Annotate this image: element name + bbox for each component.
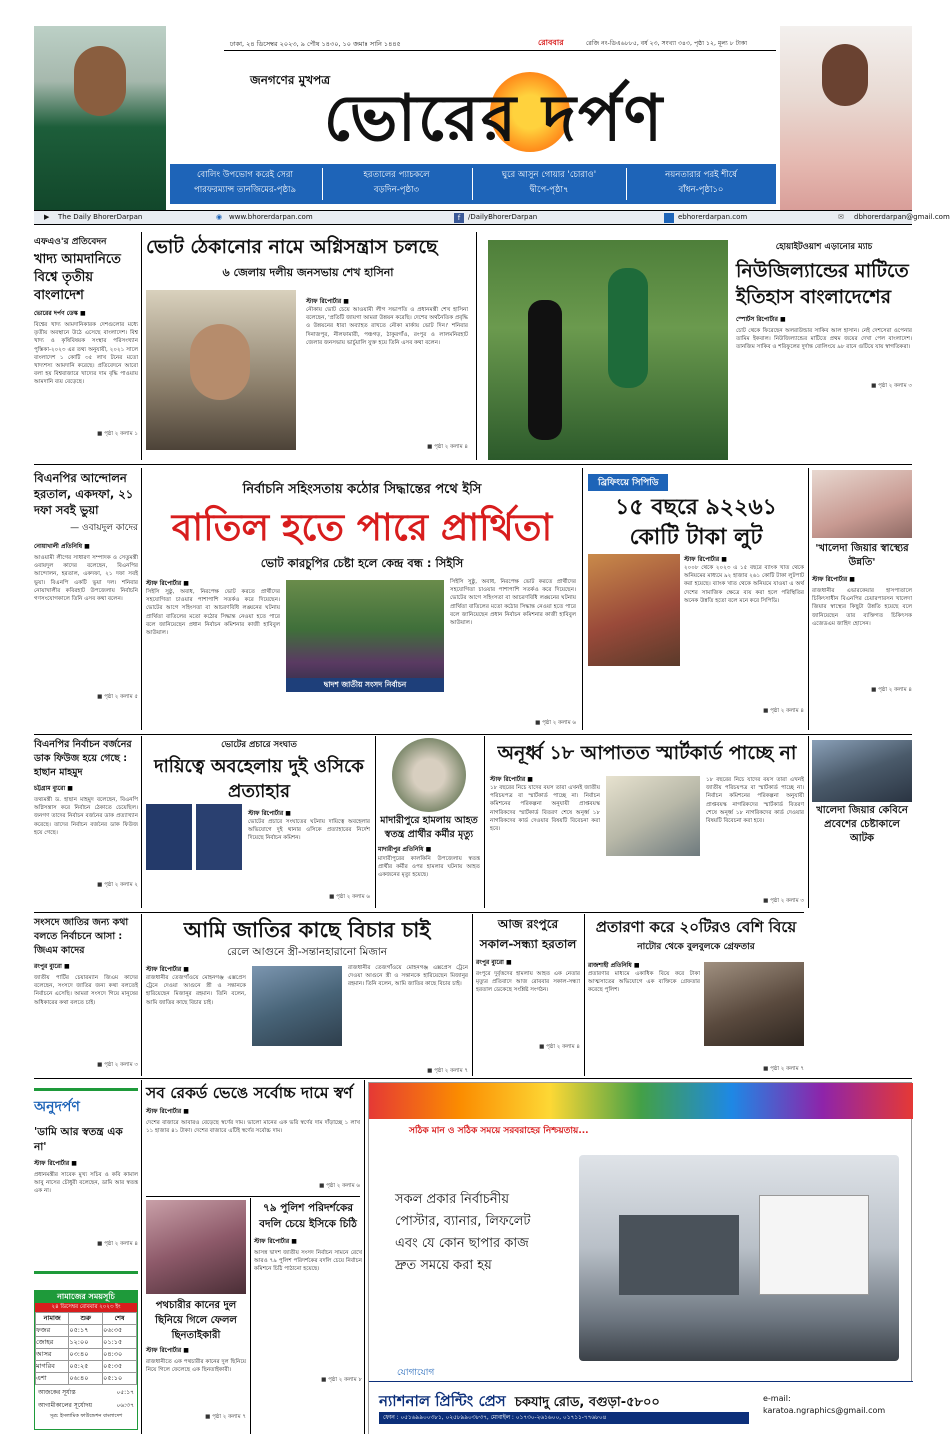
ad-email[interactable]: karatoa.ngraphics@gmail.com bbox=[763, 1406, 886, 1415]
body: রংপুরে দুর্বৃত্তদের হামলায় আহত এক নেতার মৃত্যুর প্রতিবাদে আজ রোববার সকাল-সন্ধ্যা হরতাল ডেকেছে সংশ্লিষ্ট সংগঠন। bbox=[476, 971, 580, 994]
dateline: ঢাকা, ২৪ ডিসেম্বর ২০২৩, ৯ পৌষ ১৪৩০, ১০ জমাঃ সানি ১৪৪৫ bbox=[230, 40, 401, 48]
body: আওয়ামী লীগের সাধারণ সম্পাদক ও সেতুমন্ত্রী ওবায়দুল কাদের বলেছেন, বিএনপির আন্দোলন, হরতাল, একদফা, ২১ দফা সবই ভুয়া। বিএনপি একটি ভুয়া দল। শনিবার নোয়াখালীর কবিরহাট উপজেলায় নির্বাচনি গণসংযোগকালে তিনি এসব কথা বলেন। bbox=[34, 555, 138, 603]
body-right: রাজধানীর তেজগাঁওয়ে মোহনগঞ্জ এক্সপ্রেস ট্রেনে দেওয়া আগুনে স্ত্রী ও সন্তানকে হারিয়েছেন মিজানুর রহমান। তিনি বলেন, আমি জাতির কাছে বিচার চাই। bbox=[348, 965, 468, 988]
byline: নোয়াখালী প্রতিনিধি ■ bbox=[34, 543, 90, 550]
headline: বিএনপির নির্বাচন বর্জনের ডাক ফিউজ হয়ে গেছে : হাছান মাহমুদ bbox=[34, 739, 132, 778]
company-name: ন্যাশনাল প্রিন্টিং প্রেস চকযাদু রোড, বগুড়া-৫৮০০ bbox=[379, 1392, 660, 1410]
kicker: ব্রিফিংয়ে সিপিডি bbox=[588, 474, 668, 491]
jump: ■ পৃষ্ঠা ২ কলাম ৪ bbox=[763, 708, 804, 714]
anudarpan-box[interactable] bbox=[34, 1088, 138, 1274]
subhead: ভোট কারচুপির চেষ্টা হলে কেন্দ্র বন্ধ : সিইসি bbox=[260, 556, 464, 570]
paint-drips bbox=[369, 1083, 913, 1119]
story-bnp-movement[interactable] bbox=[34, 470, 138, 726]
subhead: ৬ জেলায় দলীয় জনসভায় শেখ হাসিনা bbox=[222, 266, 394, 279]
kicker: ভোটের প্রচারে সংঘাত bbox=[221, 740, 297, 750]
kicker: আজ রংপুরে bbox=[497, 917, 559, 931]
caption: খালেদা জিয়ার কেবিনে প্রবেশের চেষ্টাকালে আটক bbox=[816, 805, 908, 844]
suspect-photo bbox=[812, 740, 912, 802]
teaser-2[interactable]: হরতালের প্যাচকলে বড়দিন-পৃষ্ঠা৩ bbox=[363, 170, 430, 195]
story-gold[interactable] bbox=[146, 1082, 360, 1194]
facebook-icon: f bbox=[454, 213, 464, 223]
byline: স্টাফ রিপোর্টার ■ bbox=[812, 576, 855, 583]
oc-photos bbox=[146, 804, 242, 870]
facebook-link[interactable]: /DailyBhorerDarpan bbox=[468, 213, 538, 221]
subhead: নাটোর থেকে বুলবুলকে গ্রেফতার bbox=[637, 942, 755, 952]
newspaper-title: ভোরের দর্পণ bbox=[323, 82, 665, 156]
email-icon: ✉ bbox=[838, 213, 844, 221]
body: ভোটের প্রচারে সংঘাতের ঘটনায় দায়িত্বে অবহেলার অভিযোগে দুই থানার ওসিকে প্রত্যাহারের নির্দেশ দিয়েছে নির্বাচন কমিশন। bbox=[248, 819, 370, 842]
body: রাজধানীতে এক পথচারীর কানের দুল ছিনিয়ে নিয়ে গিলে ফেলেছে এক ছিনতাইকারী। bbox=[146, 1359, 246, 1374]
jump: ■ পৃষ্ঠা ২ কলাম ৩ bbox=[97, 1062, 138, 1068]
jump: ■ পৃষ্ঠা ২ কলাম ২ bbox=[97, 882, 138, 888]
table-row: এশা ০৬:৪০ ০৫:১০ bbox=[36, 1373, 137, 1385]
story-hasan-mahmud[interactable] bbox=[34, 738, 138, 908]
ad-footer-bar bbox=[369, 1381, 913, 1435]
jump: ■ পৃষ্ঠা ২ কলাম ৫ bbox=[97, 694, 138, 700]
story-rangpur-hartal[interactable] bbox=[476, 916, 580, 1076]
photo-caption: দ্বাদশ জাতীয় সংসদ নির্বাচন bbox=[286, 678, 444, 692]
jump: ■ পৃষ্ঠা ২ কলাম ৪ bbox=[97, 1241, 138, 1247]
prayer-title: নামাজের সময়সূচি bbox=[35, 1291, 137, 1303]
byline: স্টাফ রিপোর্টার ■ bbox=[146, 1347, 189, 1354]
body: আসন্ন দ্বাদশ জাতীয় সংসদ নির্বাচন সামনে রেখে আরও ৭৯ পুলিশ পরিদর্শকের বদলি চেয়ে নির্বাচন কমিশনে চিঠি পাঠানো হয়েছে। bbox=[254, 1250, 362, 1273]
victim-photo bbox=[392, 738, 466, 812]
headline: নিউজিল্যান্ডের মাটিতে ইতিহাস বাংলাদেশের bbox=[736, 260, 909, 308]
teaser-bar bbox=[170, 164, 776, 204]
website-link[interactable]: www.bhorerdarpan.com bbox=[229, 213, 313, 221]
jump: ■ পৃষ্ঠা ২ কলাম ৩ bbox=[871, 383, 912, 389]
body: বিশ্বের খাদ্য আমদানিকারক দেশগুলোর মধ্যে তৃতীয় অবস্থানে উঠে এসেছে বাংলাদেশ। বিশ্ব খাদ্য ও কৃষিবিষয়ক সংস্থার পরিসংখ্যান পুস্তিকা-২০২৩ এর তথ্য অনুযায়ী, ২০২১ সালে বাংলাদেশ ১ কোটি ৩৫ লাখ টনের মতো খাদ্যশস্য আমদানি করেছে। প্রতিবেদনে আরো বলা হয় বিশ্ববাজারে খাদ্যের দাম বৃদ্ধি পাওয়ায় আমদানি ব্যয় বেড়েছে। bbox=[34, 322, 138, 386]
byline: স্টাফ রিপোর্টার ■ bbox=[254, 1238, 297, 1245]
body: তথ্যমন্ত্রী ড. হাছান মাহমুদ বলেছেন, বিএনপি অগ্নিসন্ত্রাস করে নির্বাচন ঠেকাতে চেয়েছিল। জনগণ তাদের নির্বাচন বর্জনের ডাক প্রত্যাখ্যান করেছে। তাদের নির্বাচন বর্জনের ডাক ফিউজ হয়ে গেছে। bbox=[34, 797, 138, 836]
kicker: নির্বাচনি সহিংসতায় কঠোর সিদ্ধান্তের পথে ইসি bbox=[242, 482, 482, 497]
byline: স্টাফ রিপোর্টার ■ bbox=[684, 556, 727, 563]
ad-text: সকল প্রকার নির্বাচনীয় পোস্টার, ব্যানার, লিফলেট এবং যে কোন ছাপার কাজ দ্রুত সময়ে করা হয় bbox=[395, 1192, 531, 1273]
body: চোট থেকে ফিরেছেন অলরাউন্ডার সাকিব আল হাসান। নেই দেশসেরা ওপেনার তামিম ইকবাল। নিউজিল্যান্ডের মাটিতে প্রথম জয়ের দেখা পেল বাংলাদেশ। তানজিম সাকিব ও শরিফুলের দুর্দান্ত বোলিংয়ে ৯৮ রানে গুটিয়ে যায় স্বাগতিকরা। bbox=[736, 328, 912, 351]
jump: ■ পৃষ্ঠা ২ কলাম ৭ bbox=[427, 1068, 468, 1074]
actress-head bbox=[822, 44, 868, 106]
body-right: সিইসি সুষ্ঠু, অবাধ, নিরপেক্ষ ভোট করতে প্রার্থীদের সহযোগিতা চাওয়ার পাশাপাশি সতর্কও করে দিয়েছেন। ভোটের আগে সহিংসতা বা আচরণবিধি লঙ্ঘনের ঘটনায় প্রার্থিতা বাতিলের মতো কঠোর সিদ্ধান্ত নেওয়া হতে পারে বলে জানিয়েছেন প্রধান নির্বাচন কমিশনার কাজী হাবিবুল আউয়াল। bbox=[450, 579, 576, 627]
byline: স্টাফ রিপোর্টার ■ bbox=[146, 1108, 189, 1115]
headline: দায়িত্বে অবহেলায় দুই ওসিকে প্রত্যাহার bbox=[154, 756, 364, 802]
body: প্রতারণার মাধ্যমে একাধিক বিয়ে করে টাকা আত্মসাতের অভিযোগে এক ব্যক্তিকে গ্রেফতার করেছে পুলিশ। bbox=[588, 971, 700, 994]
kicker: হোয়াইটওয়াশ এড়ানোর ম্যাচ bbox=[775, 242, 873, 252]
headline: ৭৯ পুলিশ পরিদর্শকের বদলি চেয়ে ইসিকে চিঠি bbox=[259, 1202, 357, 1230]
headline: বাতিল হতে পারে প্রার্থিতা bbox=[171, 506, 553, 549]
jump: ■ পৃষ্ঠা ২ কলাম ৮ bbox=[321, 1377, 362, 1383]
table-row: ফজর ০৫:১৭ ০৬:৩৫ bbox=[36, 1325, 137, 1337]
bulbul-photo bbox=[704, 962, 804, 1046]
byline: স্টাফ রিপোর্টার ■ bbox=[306, 298, 349, 305]
byline: স্টাফ রিপোর্টার ■ bbox=[146, 966, 189, 973]
earring-photo bbox=[146, 1200, 246, 1294]
byline: স্টাফ রিপোর্টার ■ bbox=[34, 1160, 77, 1167]
author: — ওবায়দুল কাদের bbox=[70, 523, 138, 533]
table-row: মাগরিব ০৫:২৫ ০৫:৩৫ bbox=[36, 1361, 137, 1373]
body: ২০০৮ থেকে ২০২৩ এ ১৫ বছরে ব্যাংক খাত থেকে অনিয়মের মাধ্যমে ৯২ হাজার ২৬১ কোটি টাকা লুটপাট করা হয়েছে। ব্যাংক খাত থেকে অনিয়মে যাওয়া এ অর্থ দেশের সামাজিক ক্ষেত্রে ব্যয় করা হলে পরিস্থিতির অনেক উন্নতি হতো বলে মনে করে সিপিডি। bbox=[684, 565, 804, 604]
jump: ■ পৃষ্ঠা ২ কলাম ৬ bbox=[319, 1183, 360, 1189]
byline: রংপুর ব্যুরো ■ bbox=[476, 959, 512, 966]
headline: 'ডামি আর স্বতন্ত্র এক না' bbox=[34, 1126, 123, 1153]
body: রাজধানীর এভারকেয়ার হাসপাতালে চিকিৎসাধীন বিএনপির চেয়ারপারসন খালেদা জিয়ার স্বাস্থ্যের কিছুটা উন্নতি হয়েছে বলে জানিয়েছেন তার ব্যক্তিগত চিকিৎসক এজেডএম জাহিদ হোসেন। bbox=[812, 588, 912, 627]
headline: আমি জাতির কাছে বিচার চাই bbox=[183, 918, 431, 942]
story-mizan[interactable] bbox=[146, 916, 468, 1076]
jump: ■ পৃষ্ঠা ২ কলাম ১ bbox=[97, 431, 138, 437]
contact-label: যোগাযোগ bbox=[397, 1368, 435, 1378]
election-photo bbox=[286, 580, 444, 690]
masthead-photo-right bbox=[780, 26, 912, 210]
story-police-transfer[interactable] bbox=[254, 1200, 362, 1434]
table-row: আসর ০৩:৪০ ০৪:৩০ bbox=[36, 1349, 137, 1361]
epaper-icon bbox=[664, 213, 674, 223]
globe-icon: ◉ bbox=[216, 213, 223, 221]
body-left: রাজধানীর তেজগাঁওয়ে মোহনগঞ্জ এক্সপ্রেস ট্রেনে দেওয়া আগুনে স্ত্রী ও সন্তানকে হারিয়েছেন মিজানুর রহমান। তিনি বলেন, আমি জাতির কাছে বিচার চাই। bbox=[146, 975, 246, 1006]
story-ec-lead[interactable] bbox=[146, 480, 578, 730]
jump: ■ পৃষ্ঠা ২ কলাম ৩ bbox=[763, 898, 804, 904]
jump: ■ পৃষ্ঠা ২ কলাম ৪ bbox=[871, 687, 912, 693]
cpd-speaker-photo bbox=[588, 554, 680, 666]
jump: ■ পৃষ্ঠা ২ কলাম ৬ bbox=[329, 894, 370, 900]
story-smartcard[interactable] bbox=[490, 740, 804, 908]
cricket-photo bbox=[488, 240, 728, 460]
headline: খাদ্য আমদানিতে বিশ্বে তৃতীয় বাংলাদেশ bbox=[34, 252, 121, 303]
headline: অনূর্ধ্ব ১৮ আপাতত স্মার্টকার্ড পাচ্ছে না bbox=[497, 742, 797, 764]
body-left: সিইসি সুষ্ঠু, অবাধ, নিরপেক্ষ ভোট করতে প্রার্থীদের সহযোগিতা চাওয়ার পাশাপাশি সতর্কও করে দিয়েছেন। ভোটের আগে সহিংসতা বা আচরণবিধি লঙ্ঘনের ঘটনায় প্রার্থিতা বাতিলের মতো কঠোর সিদ্ধান্ত নেওয়া হতে পারে বলে জানিয়েছেন প্রধান নির্বাচন কমিশনার কাজী হাবিবুল আউয়াল। bbox=[146, 589, 280, 637]
prayer-times-box: নামাজের সময়সূচি ২৪ ডিসেম্বর রোববার ২০২৩ ইং নামাজ শুরু শেষ ফজর ০৫:১৭ ০৬:৩৫ জোহর ১২:০০ ০১:১৫ আসর ০৩:৪০ ০৪:৩০ মাগরিব ০৫:২৫ ০৫:৩৫ এশা ০৬:৪০ ০৫:১০ আজকের সূর্যাস্ত ০৫:১৭ আগামীকালের সূর্যোদয় ০৬:৩৭ সূত্র: ইসলামিক ফাউন্ডেশন বাংলাদেশ bbox=[34, 1290, 138, 1430]
byline: রাজশাহী প্রতিনিধি ■ bbox=[588, 962, 640, 969]
teaser-1[interactable]: বোলিং উপভোগ করেই সেরা পারফরম্যান্স তানজিমের-পৃষ্ঠা৯ bbox=[194, 170, 296, 195]
headline: ভোট ঠেকানোর নামে অগ্নিসন্ত্রাস চলছে bbox=[146, 236, 438, 258]
story-madaripur[interactable] bbox=[378, 738, 480, 908]
email-link[interactable]: dbhorerdarpan@gmail.com bbox=[854, 213, 950, 221]
body: মাদারীপুরের কালকিনি উপজেলায় স্বতন্ত্র প্রার্থীর কর্মীর ওপর হামলার ঘটনায় আহত একজনের মৃত্যু হয়েছে। bbox=[378, 856, 480, 879]
company-phone: ফোন : ০৫১৬৯৯০০৩৮১, ০২৫৮৯৯০৩৮৩৭, মোবাইল : ০১৭৩০-২৬১৬০০, ০১৭১১-৭৭৬৮০৪ bbox=[379, 1412, 749, 1424]
site-name: The Daily BhorerDarpan bbox=[58, 213, 143, 221]
jump: ■ পৃষ্ঠা ২ কলাম ৬ bbox=[535, 720, 576, 726]
byline: চট্টগ্রাম ব্যুরো ■ bbox=[34, 785, 73, 792]
hasina-photo bbox=[146, 290, 296, 450]
teaser-3[interactable]: ঘুরে আসুন গোয়ার 'চোরাও' দ্বীপে-পৃষ্ঠা৭ bbox=[501, 170, 597, 195]
story-hasina[interactable] bbox=[146, 234, 470, 459]
batter-figure bbox=[528, 300, 562, 440]
kicker: এফএও'র প্রতিবেদন bbox=[34, 237, 107, 247]
story-earring[interactable] bbox=[146, 1200, 246, 1434]
body: দেশের বাজারে আবারও বেড়েছে স্বর্ণের দাম। ভালো মানের এক ভরি স্বর্ণের দাম দাঁড়াচ্ছে ১ লাখ ১১ হাজার ৪১ টাকা। দেশের বাজারে এটিই স্বর্ণের সর্বোচ্চ দাম। bbox=[146, 1120, 360, 1135]
ad-tagline: সঠিক মান ও সঠিক সময়ে সরবরাহের নিশ্চয়তায়... bbox=[409, 1126, 589, 1136]
weekday-badge: রোববার bbox=[533, 36, 569, 49]
play-arrow-icon: ▶ bbox=[44, 213, 50, 221]
byline: স্পোর্টস রিপোর্টার ■ bbox=[736, 316, 786, 323]
ad-email-label: e-mail: bbox=[763, 1394, 791, 1403]
headline: ১৫ বছরে ৯২২৬১ কোটি টাকা লুট bbox=[615, 495, 777, 550]
jump: ■ পৃষ্ঠা ২ কলাম ৭ bbox=[205, 1414, 246, 1420]
byline: মাদারীপুর প্রতিনিধি ■ bbox=[378, 846, 432, 853]
registration-line: রেজি নং-ডিএ৬৮৮৫, বর্ষ ২৩, সংখ্যা ৩৪৩, পৃষ্ঠা ১২, মূল্য ৮ টাকা bbox=[586, 40, 748, 47]
byline: ভোরের দর্পণ ডেস্ক ■ bbox=[34, 310, 86, 317]
section-title: অনুদর্পণ bbox=[34, 1099, 80, 1115]
story-cricket[interactable] bbox=[736, 240, 912, 458]
headline: সব রেকর্ড ভেঙে সর্বোচ্চ দামে স্বর্ণ bbox=[146, 1084, 353, 1102]
story-gm-quader[interactable] bbox=[34, 916, 138, 1076]
story-fraud-marriage[interactable] bbox=[588, 916, 804, 1076]
headline: সকাল-সন্ধ্যা হরতাল bbox=[479, 937, 577, 951]
smartcard-photo bbox=[606, 776, 700, 856]
story-khaleda-health[interactable] bbox=[812, 470, 912, 726]
printing-press-ad[interactable] bbox=[368, 1082, 912, 1434]
prayer-source: সূত্র: ইসলামিক ফাউন্ডেশন বাংলাদেশ bbox=[49, 1413, 123, 1419]
headline: সংসদে জাতির জন্য কথা বলতে নির্বাচনে আসা : জিএম কাদের bbox=[34, 917, 129, 956]
story-khaleda-cabin[interactable] bbox=[812, 740, 912, 908]
prayer-table: নামাজ শুরু শেষ ফজর ০৫:১৭ ০৬:৩৫ জোহর ১২:০০ ০১:১৫ আসর ০৩:৪০ ০৪:৩০ মাগরিব ০৫:২৫ ০৫:৩৫ এশা ০৬:৪০ ০৫:১০ bbox=[35, 1312, 137, 1385]
body: প্রধানমন্ত্রীর সাবেক মুখ্য সচিব ও কবি কামাল আবু নাসের চৌধুরী বলেছেন, ডামি আর স্বতন্ত্র এক না। bbox=[34, 1172, 138, 1195]
player-head bbox=[74, 46, 126, 116]
body: জাতীয় পার্টির চেয়ারম্যান জিএম কাদের বলেছেন, সংসদে জাতির জন্য কথা বলতেই নির্বাচনে এসেছি। আমরা সংসদে গিয়ে মানুষের অধিকারের কথা বলতে চাই। bbox=[34, 975, 138, 1006]
jump: ■ পৃষ্ঠা ২ কলাম ৪ bbox=[539, 1044, 580, 1050]
body-right: ১৮ বছরের নিচে যাদের বয়স তারা এখনই জাতীয় পরিচয়পত্র বা স্মার্টকার্ড পাচ্ছে না। নির্বাচন কমিশনের পরিকল্পনা অনুযায়ী প্রাপ্তবয়স্ক নাগরিকদের স্মার্টকার্ড বিতরণ শেষে অনূর্ধ্ব ১৮ নাগরিকদের কার্ড দেওয়ার বিষয়টি বিবেচনা করা হবে। bbox=[706, 777, 804, 825]
jump: ■ পৃষ্ঠা ২ কলাম ৪ bbox=[427, 444, 468, 450]
caption: 'খালেদা জিয়ার স্বাস্থ্যের উন্নতি' bbox=[815, 543, 909, 568]
prayer-date: ২৪ ডিসেম্বর রোববার ২০২৩ ইং bbox=[35, 1303, 137, 1312]
table-row: জোহর ১২:০০ ০১:১৫ bbox=[36, 1337, 137, 1349]
headline: পথচারীর কানের দুল ছিনিয়ে গিলে ফেলল ছিনতাইকারী bbox=[155, 1300, 237, 1341]
byline: স্টাফ রিপোর্টার ■ bbox=[146, 580, 189, 587]
body-left: ১৮ বছরের নিচে যাদের বয়স তারা এখনই জাতীয় পরিচয়পত্র বা স্মার্টকার্ড পাচ্ছে না। নির্বাচন কমিশনের পরিকল্পনা অনুযায়ী প্রাপ্তবয়স্ক নাগরিকদের স্মার্টকার্ড বিতরণ শেষে অনূর্ধ্ব ১৮ নাগরিকদের কার্ড দেওয়ার বিষয়টি বিবেচনা করা হবে। bbox=[490, 785, 600, 833]
byline: রংপুর ব্যুরো ■ bbox=[34, 963, 70, 970]
teaser-4[interactable]: নয়নতারার পরই শীর্ষে বাঁধন-পৃষ্ঠা১০ bbox=[665, 170, 737, 195]
info-strip bbox=[34, 210, 950, 225]
headline: প্রতারণা করে ২০টিরও বেশি বিয়ে bbox=[595, 918, 797, 936]
story-food-import[interactable] bbox=[34, 234, 138, 459]
epaper-link[interactable]: ebhorerdarpan.com bbox=[678, 213, 748, 221]
headline: মাদারীপুরে হামলায় আহত স্বতন্ত্র প্রার্থীর কর্মীর মৃত্যু bbox=[380, 815, 478, 840]
byline: স্টাফ রিপোর্টার ■ bbox=[248, 810, 291, 817]
tagline: জনগণের মুখপত্র bbox=[250, 73, 331, 87]
khaleda-hospital-photo bbox=[812, 470, 912, 538]
jump: ■ পৃষ্ঠা ২ কলাম ৭ bbox=[763, 1066, 804, 1072]
byline: স্টাফ রিপোর্টার ■ bbox=[490, 776, 533, 783]
headline: বিএনপির আন্দোলন হরতাল, একদফা, ২১ দফা সবই ভুয়া bbox=[34, 471, 134, 517]
body: নৌকায় ভোট চেয়ে আওয়ামী লীগ সভাপতি ও প্রধানমন্ত্রী শেখ হাসিনা বলেছেন, 'প্রতিটি জায়গা আমরা উন্নয়ন করেছি। দেশের অর্থনৈতিক প্রবৃদ্ধি ও উন্নয়নের ধারা অব্যাহত রাখতে নৌকা মার্কায় ভোট দিন।' শনিবার দিনাজপুর, নীলফামারী, পঞ্চগড়, ঠাকুরগাঁও, রংপুর ও লালমনিরহাট জেলার জনসভায় ভার্চুয়ালি যুক্ত হয়ে তিনি এসব কথা বলেন। bbox=[306, 307, 468, 346]
subhead: রেলে আগুনে স্ত্রী-সন্তানহারানো মিজান bbox=[226, 946, 388, 958]
printing-machine-image bbox=[579, 1155, 899, 1361]
story-cpd-loot[interactable] bbox=[588, 470, 804, 726]
story-oc-withdrawn[interactable] bbox=[146, 738, 372, 908]
bowler-figure bbox=[608, 268, 648, 388]
mizan-photo bbox=[252, 966, 342, 1046]
masthead-photo-left bbox=[34, 26, 166, 210]
